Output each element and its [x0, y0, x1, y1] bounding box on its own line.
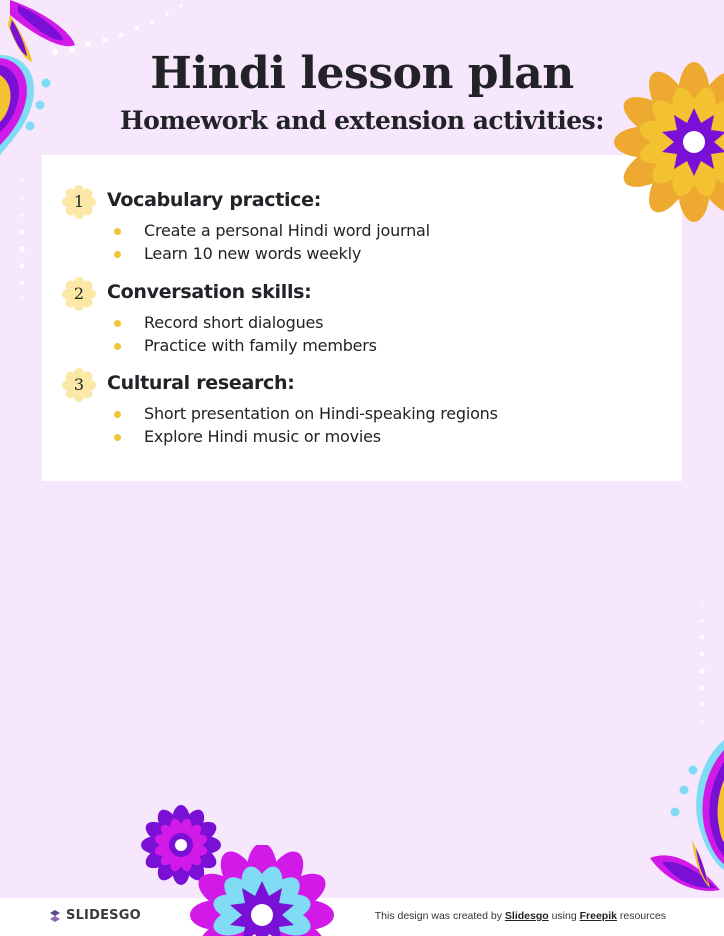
credit-text: This design was created by Slidesgo using Freepik resources: [374, 910, 666, 922]
badge-number: 3: [73, 375, 85, 394]
section-title: Vocabulary practice:: [107, 189, 322, 211]
content-card: [42, 155, 682, 481]
list-item: Short presentation on Hindi-speaking regions: [112, 402, 498, 425]
bullet-icon: [114, 251, 121, 258]
bullet-icon: [114, 434, 121, 441]
page-title: Hindi lesson plan: [150, 48, 574, 99]
bullet-icon: [114, 411, 121, 418]
footer: [0, 898, 724, 936]
list-item: Learn 10 new words weekly: [112, 242, 430, 265]
bullet-list: [112, 402, 498, 448]
freepik-link[interactable]: Freepik: [579, 910, 617, 922]
bullet-icon: [114, 320, 121, 327]
bullet-icon: [114, 228, 121, 235]
dots-decoration-left: [16, 170, 32, 310]
section-title: Cultural research:: [107, 372, 295, 394]
number-badge: [62, 185, 96, 219]
bullet-icon: [114, 343, 121, 350]
magenta-cyan-flower-decoration: [180, 845, 350, 936]
list-item: Create a personal Hindi word journal: [112, 219, 430, 242]
badge-number: 2: [73, 284, 85, 303]
bullet-list: [112, 219, 430, 265]
list-item: Practice with family members: [112, 334, 377, 357]
slidesgo-logo-icon: [48, 909, 62, 923]
slidesgo-logo[interactable]: SLIDESGO: [48, 908, 141, 923]
dots-decoration-right: [694, 600, 710, 730]
number-badge: [62, 368, 96, 402]
bullet-list: [112, 311, 377, 357]
list-item: Explore Hindi music or movies: [112, 425, 498, 448]
paisley-decoration-bottom-right: [640, 730, 724, 900]
number-badge: [62, 277, 96, 311]
page-subtitle: Homework and extension activities:: [120, 106, 604, 135]
section-title: Conversation skills:: [107, 281, 312, 303]
slidesgo-link[interactable]: Slidesgo: [504, 910, 549, 922]
list-item: Record short dialogues: [112, 311, 377, 334]
yellow-flower-decoration: [608, 56, 724, 226]
badge-number: 1: [73, 192, 85, 211]
